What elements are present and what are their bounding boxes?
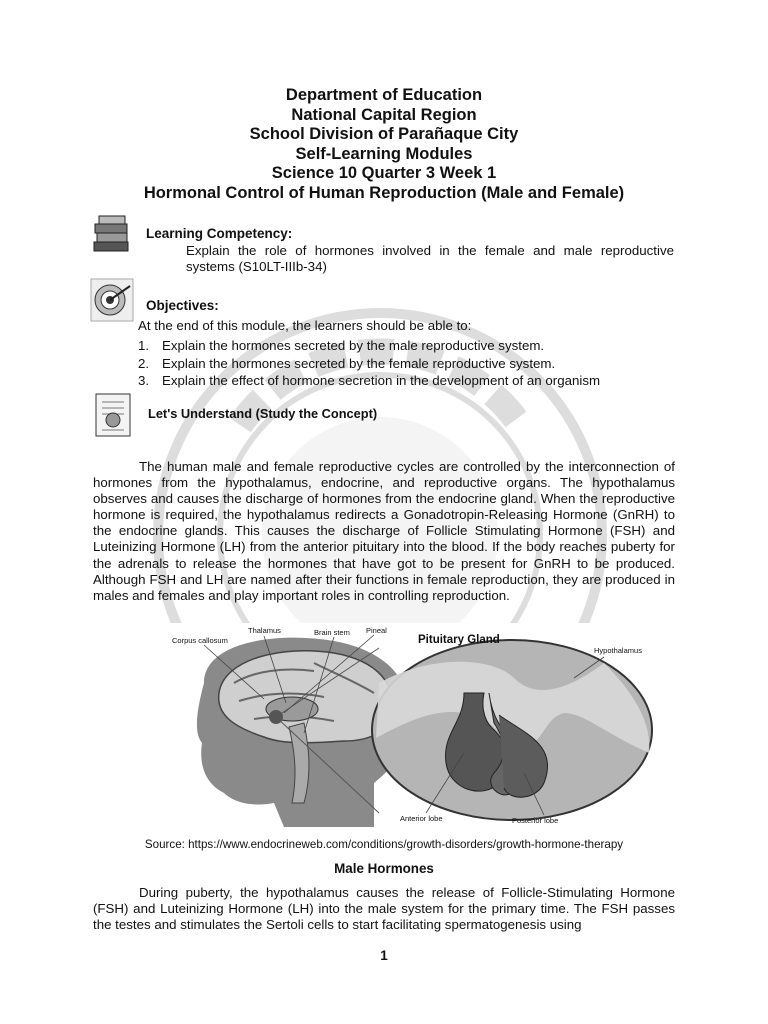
label-pineal: Pineal <box>366 626 387 635</box>
male-hormones-paragraph: During puberty, the hypothalamus causes the release of Follicle-Stimulating Hormone (FSH) and Luteinizing Hormone (LH) into the male system for the primary time. The FSH passes the testes and stimulates the Sertoli cells to start facilitating spermatogenesis using <box>93 885 675 933</box>
notebook-icon <box>92 392 134 438</box>
label-posterior-lobe: Posterior lobe <box>512 816 559 825</box>
document-title: Hormonal Control of Human Reproduction (Male and Female) <box>143 183 625 202</box>
header-line-modules: Self-Learning Modules <box>295 144 473 163</box>
figure-title-pituitary: Pituitary Gland <box>418 634 500 646</box>
header-line-region: National Capital Region <box>291 105 477 124</box>
header-line-quarter: Science 10 Quarter 3 Week 1 <box>271 164 497 183</box>
understand-paragraph: The human male and female reproductive cycles are controlled by the interconnection of hormones from the hypothalamus, endocrine, and reproductive organs. The hypothalamus observes and causes the discharge of hormones from the endocrine gland. When the reproductive hormone is required, the hypothalamus redirects a Gonadotropin-Releasing Hormone (GnRH) to the endocrine glands. This causes the discharge of Follicle Stimulating Hormone (FSH) and Luteinizing Hormone (LH) from the anterior pituitary into the blood. If the body reaches puberty for the adrenals to release the hormones that have got to be present for GnRH to be produced. Although FSH and LH are named after their functions in female reproduction, they are produced in males and females and play important roles in controlling reproduction. <box>93 459 675 603</box>
books-icon <box>90 212 134 256</box>
label-hypothalamus: Hypothalamus <box>594 646 642 655</box>
objectives-list <box>138 337 678 390</box>
page-number: 1 <box>380 948 388 963</box>
understand-title: Let's Understand (Study the Concept) <box>148 406 378 421</box>
document-header <box>60 86 708 204</box>
competency-text: Explain the role of hormones involved in the female and male reproductive systems (S10LT-IIIb-34) <box>186 243 674 275</box>
label-corpus-callosum: Corpus callosum <box>172 636 228 645</box>
objective-item: 1. Explain the hormones secreted by the male reproductive system. <box>138 338 545 353</box>
header-line-division: School Division of Parañaque City <box>249 125 519 144</box>
objective-item: 2. Explain the hormones secreted by the female reproductive system. <box>138 355 556 371</box>
target-icon <box>90 278 134 322</box>
figure-caption: Source: https://www.endocrineweb.com/conditions/growth-disorders/growth-hormone-therapy <box>144 838 624 851</box>
objective-item: 3. Explain the effect of hormone secretion in the development of an organism <box>138 373 601 388</box>
objectives-intro: At the end of this module, the learners should be able to: <box>138 318 472 333</box>
objectives-title: Objectives: <box>146 298 219 313</box>
label-anterior-lobe: Anterior lobe <box>400 814 443 823</box>
male-hormones-heading: Male Hormones <box>334 861 434 876</box>
label-thalamus: Thalamus <box>248 626 281 635</box>
competency-title: Learning Competency: <box>146 226 293 241</box>
label-brain-stem: Brain stem <box>314 628 350 637</box>
header-line-department: Department of Education <box>285 86 483 104</box>
pituitary-diagram <box>164 623 680 827</box>
